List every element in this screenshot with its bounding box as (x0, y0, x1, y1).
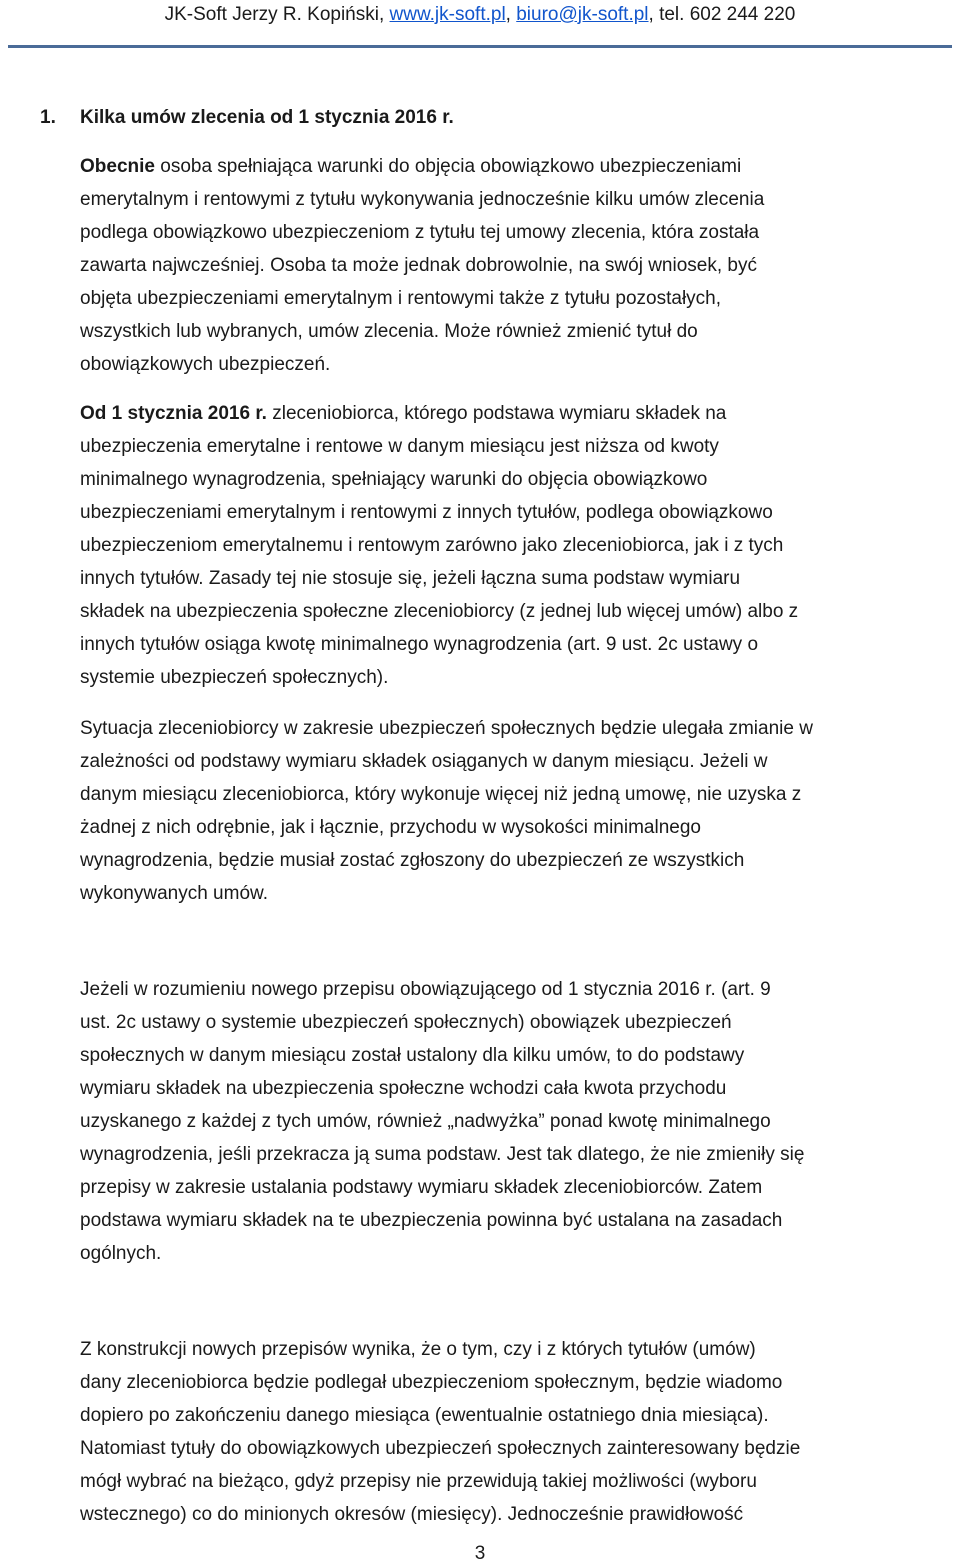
paragraph-construction: Z konstrukcji nowych przepisów wynika, że o tym, czy i z których tytułów (umów) dany zleceniobiorca będzie podlegał ubezpieczeniom społecznym, będzie wiadomo dopiero po zakończeniu danego miesiąca (ewentualnie ostatniego dnia miesiąca). Natomiast tytuły do obowiązkowych ubezpieczeń społecznych zainteresowany będzie mógł wybrać na bieżąco, gdyż przepisy nie przewidują takiej możliwości (wyboru wstecznego) co do minionych okresów (miesięcy). Jednocześnie prawidłowość (80, 1339, 801, 1525)
page-number: 3 (474, 1543, 486, 1564)
paragraph-lead: Od 1 stycznia 2016 r. (80, 403, 267, 424)
paragraph-new-rules (80, 397, 956, 694)
website-link[interactable]: www.jk-soft.pl (389, 4, 506, 25)
section-number: 1. (40, 107, 56, 128)
paragraph-lead: Obecnie (80, 156, 155, 177)
paragraph-text: osoba spełniająca warunki do objęcia obowiązkowo ubezpieczeniami emerytalnym i rentowymi z tytułu wykonywania jednocześnie kilku umów zlecenia podlega obowiązkowo ubezpieczeniom z tytułu tej umowy zlecenia, która została zawarta najwcześniej. Osoba ta może jednak dobrowolnie, na swój wniosek, być objęta ubezpieczeniami emerytalnym i rentowymi także z tytułu pozostałych, wszystkich lub wybranych, umów zlecenia. Może również zmienić tytuł do obowiązkowych ubezpieczeń. (80, 156, 765, 375)
header-separator: , (505, 4, 517, 25)
header-phone: , tel. 602 244 220 (648, 4, 796, 25)
header-company: JK-Soft Jerzy R. Kopiński, (164, 4, 390, 25)
paragraph-contribution-base: Jeżeli w rozumieniu nowego przepisu obowiązującego od 1 stycznia 2016 r. (art. 9 ust. 2c ustawy o systemie ubezpieczeń społecznych) obowiązek ubezpieczeń społecznych w danym miesiącu został ustalony dla kilku umów, to do podstawy wymiaru składek na ubezpieczenia społeczne wchodzi cała kwota przychodu uzyskanego z każdej z tych umów, również „nadwyżka” ponad kwotę minimalnego wynagrodzenia, jeśli przekracza ją suma podstaw. Jest tak dlatego, że nie zmieniły się przepisy w zakresie ustalania podstawy wymiaru składek zleceniobiorców. Zatem podstawa wymiaru składek na te ubezpieczenia powinna być ustalana na zasadach ogólnych. (80, 979, 805, 1264)
paragraph-text: zleceniobiorca, którego podstawa wymiaru składek na ubezpieczenia emerytalne i rentowe w danym miesiącu jest niższa od kwoty minimalnego wynagrodzenia, spełniający warunki do objęcia obowiązkowo ubezpieczeniami emerytalnym i rentowymi z innych tytułów, podlega obowiązkowo ubezpieczeniom emerytalnemu i rentowym zarówno jako zleceniobiorca, jak i z tych innych tytułów. Zasady tej nie stosuje się, jeżeli łączna suma podstaw wymiaru składek na ubezpieczenia społeczne zleceniobiorcy (z jednej lub więcej umów) albo z innych tytułów osiąga kwotę minimalnego wynagrodzenia (art. 9 ust. 2c ustawy o systemie ubezpieczeń społecznych). (80, 403, 799, 688)
header-divider (8, 45, 952, 48)
page-header (0, 2, 960, 28)
section-heading (40, 104, 454, 132)
paragraph-current-rules (80, 150, 956, 381)
paragraph-situation: Sytuacja zleceniobiorcy w zakresie ubezpieczeń społecznych będzie ulegała zmianie w zależności od podstawy wymiaru składek osiąganych w danym miesiącu. Jeżeli w danym miesiącu zleceniobiorca, który wykonuje więcej niż jedną umowę, nie uzyska z żadnej z nich odrębnie, jak i łącznie, przychodu w wysokości minimalnego wynagrodzenia, będzie musiał zostać zgłoszony do ubezpieczeń ze wszystkich wykonywanych umów. (80, 718, 813, 904)
email-link[interactable]: biuro@jk-soft.pl (516, 4, 649, 25)
section-title: Kilka umów zlecenia od 1 stycznia 2016 r. (80, 107, 454, 128)
